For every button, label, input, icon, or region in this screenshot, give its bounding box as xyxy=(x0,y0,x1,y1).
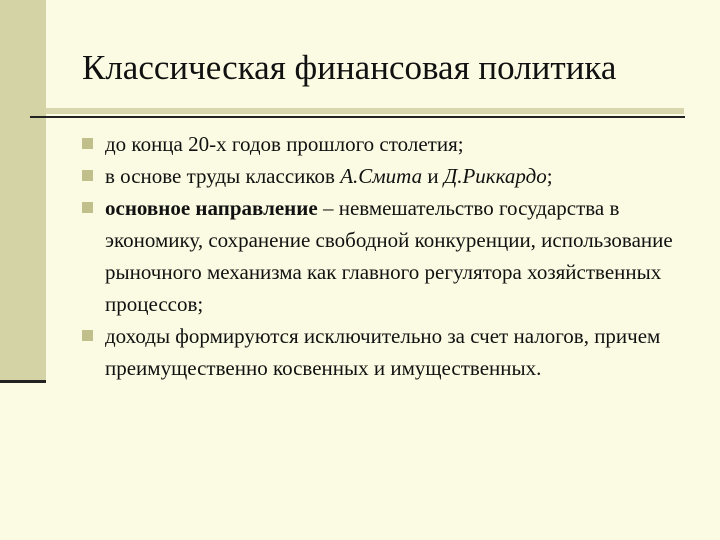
bullet-text: – невмешательство государства в экономику, сохранение свободной конкуренции, использование рыночного механизма как главного регулятора хозяйственных процессов; xyxy=(105,196,673,316)
author-ricardo: Д.Риккардо xyxy=(443,164,547,188)
bullet-bold-lead: основное направление xyxy=(105,196,318,220)
bullet-text: доходы формируются исключительно за счет налогов, причем преимущественно косвенных и имущественных. xyxy=(105,324,661,380)
square-bullet-icon xyxy=(82,138,93,149)
bullet-text: до конца 20-х годов прошлого столетия; xyxy=(105,132,464,156)
square-bullet-icon xyxy=(82,202,93,213)
bullet-item xyxy=(82,160,692,192)
author-smith: А.Смита xyxy=(340,164,423,188)
slide-title: Классическая финансовая политика xyxy=(82,48,617,87)
title-shadow-band xyxy=(46,108,684,114)
bullet-item xyxy=(82,192,692,320)
side-accent-bar xyxy=(0,0,46,381)
bullet-text-prefix: в основе труды классиков xyxy=(105,164,341,188)
square-bullet-icon xyxy=(82,330,93,341)
bullet-text-suffix: ; xyxy=(546,164,553,188)
square-bullet-icon xyxy=(82,170,93,181)
bullet-item xyxy=(82,128,692,160)
bullet-item xyxy=(82,320,692,384)
side-accent-line xyxy=(0,380,46,383)
bullet-list xyxy=(82,128,692,384)
bullet-text-mid: и xyxy=(422,164,444,188)
title-underline xyxy=(30,116,685,118)
